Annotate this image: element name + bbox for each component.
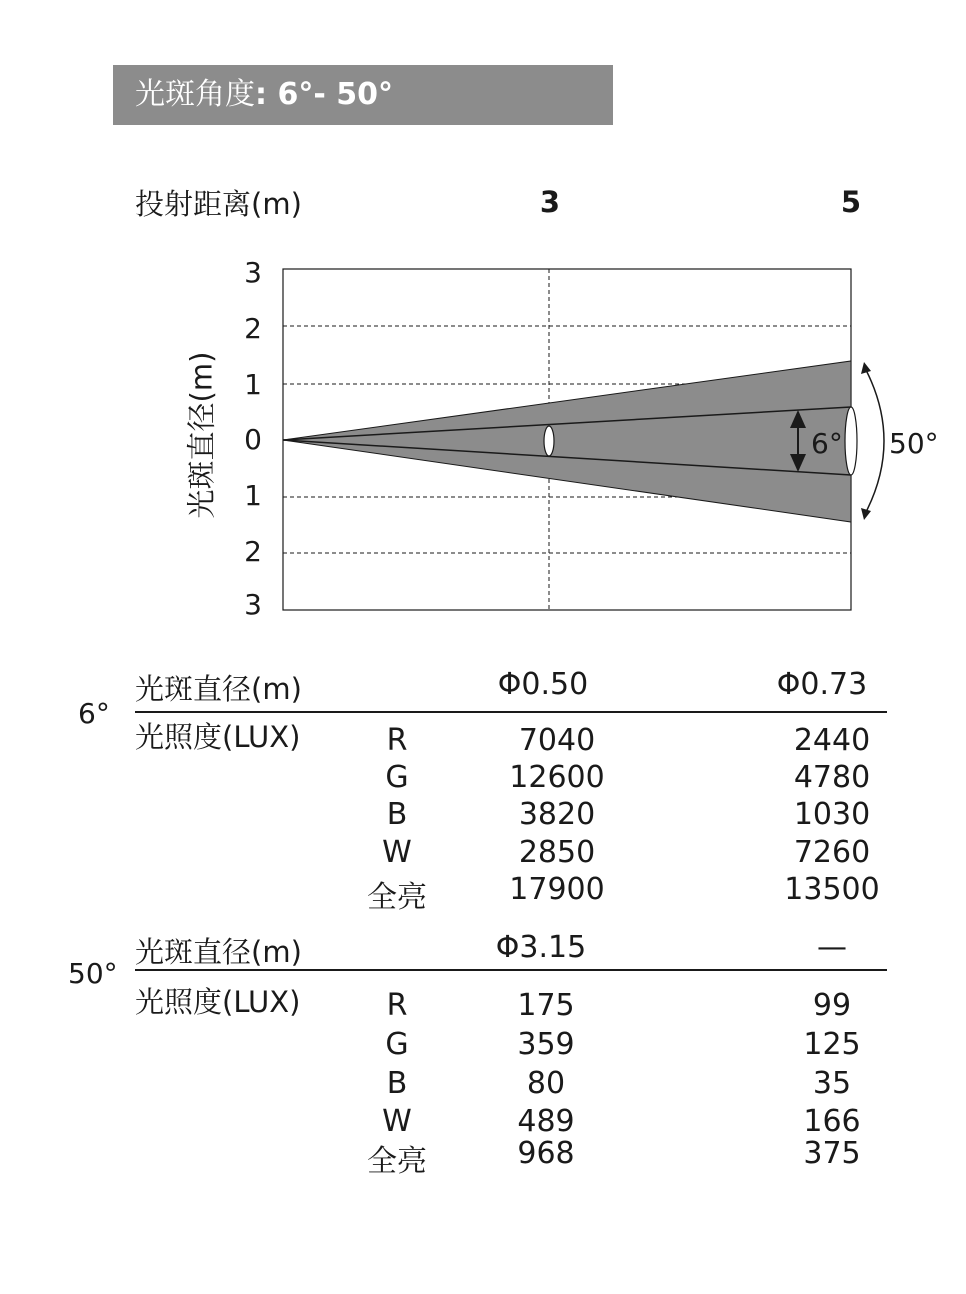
- y-axis-label: 光斑直径(m): [184, 351, 219, 519]
- channel-label: W: [382, 1104, 412, 1139]
- channel-label: 全亮: [367, 1144, 427, 1179]
- y-tick: 1: [244, 479, 262, 512]
- y-tick: 3: [244, 588, 262, 621]
- lux-value: 359: [517, 1027, 575, 1062]
- y-tick: 2: [244, 535, 262, 568]
- diameter-label: 光斑直径(m): [135, 672, 302, 706]
- lux-value: 175: [517, 988, 575, 1023]
- y-tick: 0: [244, 423, 262, 456]
- lux-value: 13500: [784, 872, 880, 907]
- group-angle-50: 50°: [68, 957, 118, 990]
- y-tick: 3: [244, 256, 262, 289]
- lux-value: 80: [526, 1066, 566, 1101]
- lux-label: 光照度(LUX): [135, 985, 301, 1019]
- lux-value: 2440: [793, 723, 871, 758]
- lux-value: 3820: [518, 797, 596, 832]
- lux-value: 2850: [518, 835, 596, 870]
- diameter-value: —: [817, 930, 847, 965]
- lux-label: 光照度(LUX): [135, 720, 301, 754]
- lux-value: 166: [803, 1104, 861, 1139]
- group-angle-6: 6°: [78, 697, 110, 730]
- wide-beam-cone: [283, 361, 851, 522]
- lux-value: 375: [803, 1136, 861, 1171]
- title-prefix: 光斑角度: [135, 77, 255, 112]
- channel-label: G: [385, 1027, 409, 1062]
- diameter-label: 光斑直径(m): [135, 935, 302, 969]
- lux-value: 7040: [518, 723, 596, 758]
- spot-ellipse-3m: [544, 426, 554, 456]
- channel-label: B: [386, 797, 408, 832]
- outer-angle-label: 50°: [889, 427, 939, 460]
- lux-value: 489: [517, 1104, 575, 1139]
- distance-label: 投射距离(m): [135, 187, 302, 221]
- lux-value: 125: [803, 1027, 861, 1062]
- diameter-value: Φ3.15: [495, 930, 587, 965]
- diameter-value: Φ0.50: [497, 667, 589, 702]
- channel-label: G: [385, 760, 409, 795]
- channel-label: W: [382, 835, 412, 870]
- inner-angle-label: 6°: [811, 427, 843, 460]
- lux-value: 35: [812, 1066, 852, 1101]
- channel-label: R: [386, 723, 408, 758]
- table-divider: [135, 969, 887, 971]
- y-tick: 2: [244, 312, 262, 345]
- spot-ellipse-5m: [845, 407, 857, 475]
- lux-value: 17900: [509, 872, 605, 907]
- lux-value: 99: [812, 988, 852, 1023]
- lux-value: 4780: [793, 760, 871, 795]
- outer-angle-arrow: [861, 362, 884, 520]
- distance-value-3: 3: [539, 185, 561, 219]
- channel-label: B: [386, 1066, 408, 1101]
- lux-value: 12600: [509, 760, 605, 795]
- table-divider: [135, 711, 887, 713]
- title-range: : 6°- 50°: [255, 77, 393, 112]
- y-tick: 1: [244, 368, 262, 401]
- diameter-value: Φ0.73: [776, 667, 868, 702]
- lux-value: 968: [517, 1136, 575, 1171]
- channel-label: 全亮: [367, 880, 427, 915]
- distance-value-5: 5: [840, 185, 862, 219]
- channel-label: R: [386, 988, 408, 1023]
- lux-value: 1030: [793, 797, 871, 832]
- lux-value: 7260: [793, 835, 871, 870]
